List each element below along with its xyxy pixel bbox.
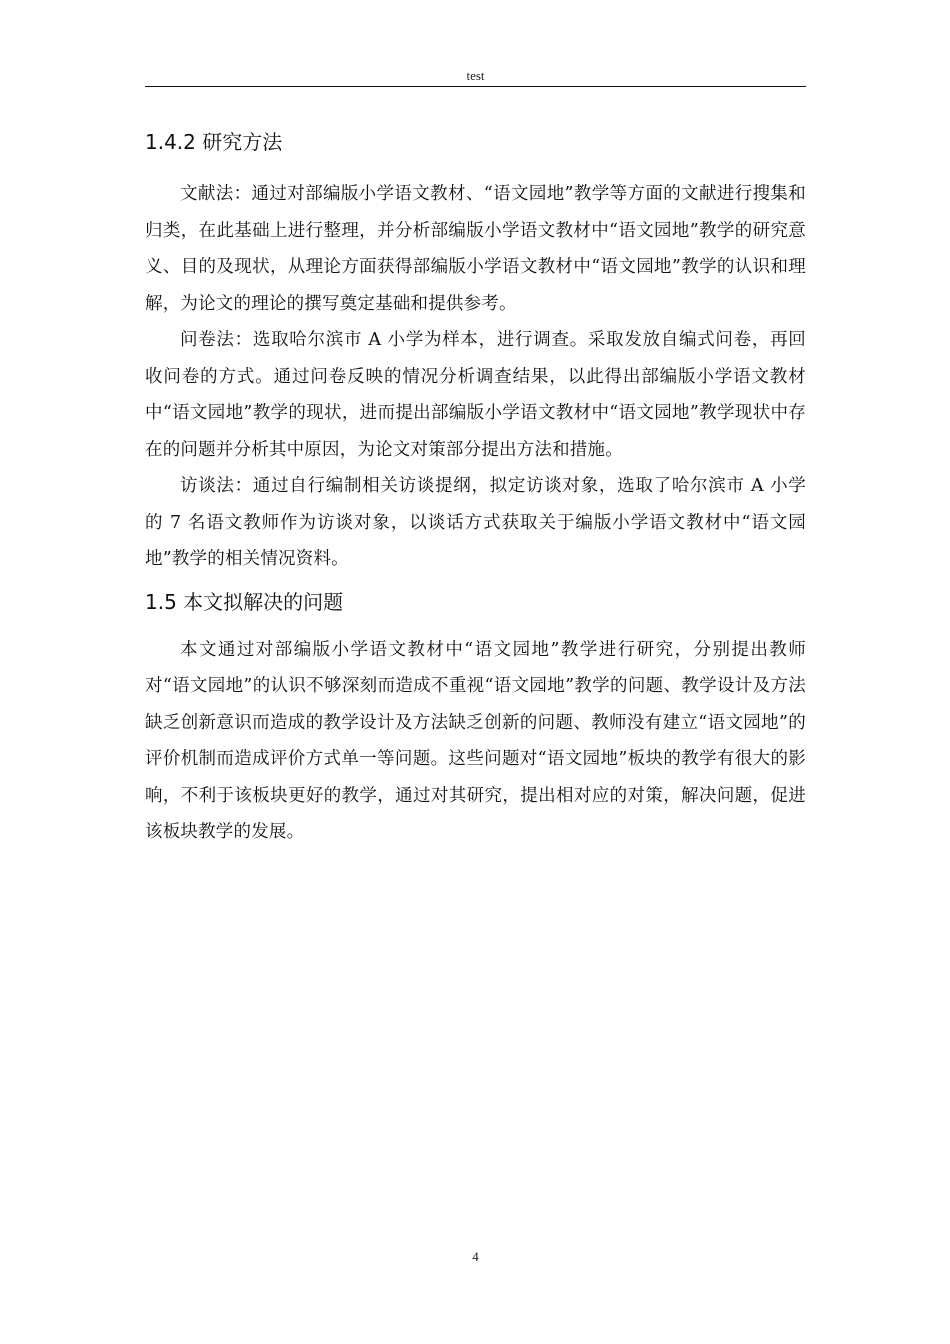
page-number: 4: [472, 1249, 479, 1264]
paragraph-problems-summary: 本文通过对部编版小学语文教材中“语文园地”教学进行研究，分别提出教师对“语文园地”的认识不够深刻而造成不重视“语文园地”教学的问题、教学设计及方法缺乏创新意识而造成的教学设计及方法缺乏创新的问题、教师没有建立“语文园地”的评价机制而造成评价方式单一等问题。这些问题对“语文园地”板块的教学有很大的影响，不利于该板块更好的教学，通过对其研究，提出相对应的对策，解决问题，促进该板块教学的发展。: [145, 639, 806, 842]
page-content: [145, 124, 806, 851]
section-heading-problems-to-solve: 1.5 本文拟解决的问题: [145, 589, 344, 614]
paragraph-interview-method: 访谈法：通过自行编制相关访谈提纲，拟定访谈对象，选取了哈尔滨市 A 小学的 7 名语文教师作为访谈对象，以谈话方式获取关于编版小学语文教材中“语文园地”教学的相关情况资料。: [145, 476, 806, 569]
header-rule: [145, 86, 806, 87]
running-header: test: [466, 68, 485, 83]
section-heading-research-methods: 1.4.2 研究方法: [145, 130, 283, 154]
paragraph-questionnaire-method: 问卷法：选取哈尔滨市 A 小学为样本，进行调查。采取发放自编式问卷，再回收问卷的方式。通过问卷反映的情况分析调查结果，以此得出部编版小学语文教材中“语文园地”教学的现状，进而提出部编版小学语文教材中“语文园地”教学现状中存在的问题并分析其中原因，为论文对策部分提出方法和措施。: [145, 330, 806, 460]
paragraph-literature-method: 文献法：通过对部编版小学语文教材、“语文园地”教学等方面的文献进行搜集和归类，在此基础上进行整理，并分析部编版小学语文教材中“语文园地”教学的研究意义、目的及现状，从理论方面获得部编版小学语文教材中“语文园地”教学的认识和理解，为论文的理论的撰写奠定基础和提供参考。: [145, 184, 806, 314]
